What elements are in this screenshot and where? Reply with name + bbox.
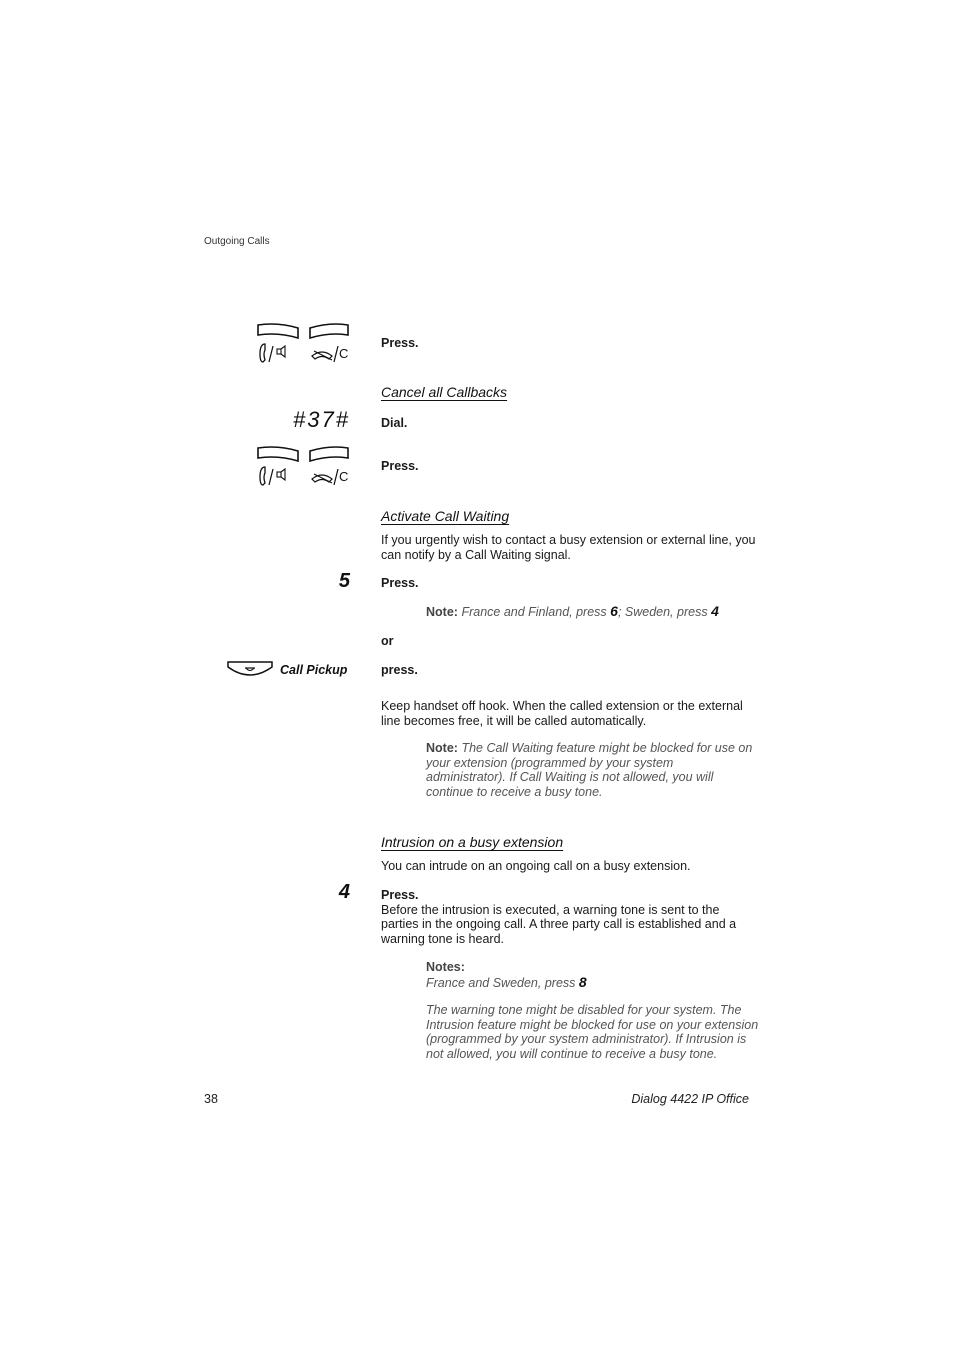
cancel-dial: Dial. bbox=[381, 416, 408, 430]
section-header: Outgoing Calls bbox=[204, 236, 270, 247]
clear-key-icon[interactable] bbox=[306, 445, 352, 494]
key-4: 4 bbox=[338, 881, 350, 903]
intrusion-notes-2: The warning tone might be disabled for your system. The Intrusion feature might be blocked for use on your extension (programmed by your system administrator). If Intrusion is not allowed, you will continue to receive a busy tone. bbox=[426, 1003, 759, 1061]
call-pickup-key-icon[interactable] bbox=[226, 659, 274, 686]
keep-off-hook-text: Keep handset off hook. When the called extension or the external line becomes free, it will be called automatically. bbox=[381, 699, 743, 728]
clear-key-letter: C bbox=[339, 469, 349, 484]
call-waiting-press: Press. bbox=[381, 576, 419, 590]
product-name: Dialog 4422 IP Office bbox=[631, 1092, 749, 1106]
call-waiting-heading: Activate Call Waiting bbox=[381, 508, 510, 524]
step1-press: Press. bbox=[381, 336, 419, 350]
call-waiting-intro: If you urgently wish to contact a busy extension or external line, you can notify by a Call Waiting signal. bbox=[381, 533, 756, 562]
call-waiting-note-2: Note: The Call Waiting feature might be blocked for use on your extension (programmed by your system administrator). If Call Waiting is not allowed, you will continue to receive a busy tone. bbox=[426, 741, 753, 799]
intrusion-notes: Notes: France and Sweden, press 8 bbox=[426, 960, 587, 990]
call-waiting-note: Note: France and Finland, press 6; Sweden, press 4 bbox=[426, 603, 719, 619]
intrusion-intro: You can intrude on an ongoing call on a busy extension. bbox=[381, 859, 691, 873]
handset-speaker-key-icon[interactable] bbox=[256, 445, 302, 494]
handset-speaker-key-icon[interactable] bbox=[256, 322, 302, 371]
call-pickup-label: Call Pickup bbox=[280, 663, 348, 677]
key-5: 5 bbox=[338, 570, 350, 592]
cancel-press: Press. bbox=[381, 459, 419, 473]
call-pickup-press: press. bbox=[381, 663, 418, 677]
cancel-callbacks-heading: Cancel all Callbacks bbox=[381, 384, 508, 400]
or-label: or bbox=[381, 634, 394, 648]
clear-key-icon[interactable] bbox=[306, 322, 352, 371]
dial-code: #37# bbox=[293, 407, 350, 432]
clear-key-letter: C bbox=[339, 346, 349, 361]
intrusion-heading: Intrusion on a busy extension bbox=[381, 834, 564, 850]
page-number: 38 bbox=[204, 1092, 218, 1106]
intrusion-description: Press. Before the intrusion is executed, a warning tone is sent to the parties in the ongoing call. A three party call is established and a warning tone is heard. bbox=[381, 888, 737, 946]
